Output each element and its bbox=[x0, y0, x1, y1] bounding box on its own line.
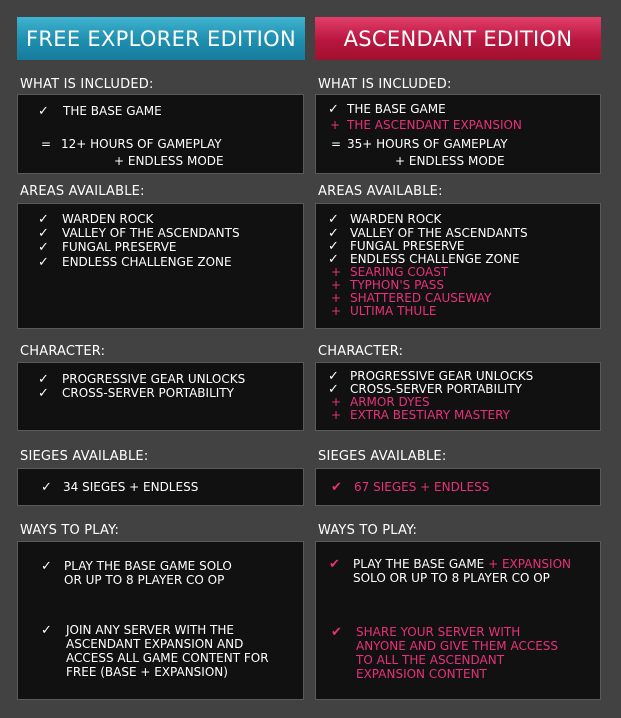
check-icon: ✓ bbox=[38, 240, 49, 255]
check-icon: ✔ bbox=[329, 557, 340, 572]
ascendant-character-title: CHARACTER: bbox=[318, 344, 404, 359]
ascendant-edition-banner: ASCENDANT EDITION bbox=[315, 17, 601, 60]
list-item: + SHATTERED CAUSEWAY bbox=[331, 291, 492, 305]
free-ways-join: ✓ JOIN ANY SERVER WITH THE bbox=[41, 623, 234, 638]
plus-icon: + bbox=[331, 408, 342, 422]
free-included-base-game: ✓ THE BASE GAME bbox=[38, 104, 162, 119]
ascendant-sieges-value: ✔ 67 SIEGES + ENDLESS bbox=[331, 480, 490, 495]
list-item: ✓ ENDLESS CHALLENGE ZONE bbox=[38, 255, 232, 270]
list-item: + SEARING COAST bbox=[331, 265, 449, 279]
free-ways-join-2: ASCENDANT EXPANSION AND bbox=[66, 637, 244, 651]
free-included-title: WHAT IS INCLUDED: bbox=[20, 77, 154, 92]
list-item: ✓ CROSS-SERVER PORTABILITY bbox=[38, 386, 234, 401]
ascendant-included-title: WHAT IS INCLUDED: bbox=[318, 77, 452, 92]
list-item: ✓ ENDLESS CHALLENGE ZONE bbox=[328, 252, 520, 267]
check-icon: ✓ bbox=[38, 226, 49, 241]
list-item: ✓ PROGRESSIVE GEAR UNLOCKS bbox=[328, 369, 534, 384]
list-item: ✓ FUNGAL PRESERVE bbox=[38, 240, 177, 255]
equals-icon: = bbox=[331, 137, 342, 151]
check-icon: ✓ bbox=[38, 212, 49, 227]
check-icon: ✓ bbox=[328, 252, 339, 267]
ascendant-sieges-title: SIEGES AVAILABLE: bbox=[318, 449, 447, 464]
check-icon: ✓ bbox=[328, 239, 339, 254]
ascendant-ways-solo: ✔ PLAY THE BASE GAME + EXPANSION bbox=[329, 557, 572, 572]
list-item: + ARMOR DYES bbox=[331, 395, 430, 409]
ascendant-ways-title: WAYS TO PLAY: bbox=[318, 523, 418, 538]
check-icon: ✓ bbox=[328, 102, 339, 117]
free-included-hours: = 12+ HOURS OF GAMEPLAY bbox=[41, 137, 222, 151]
free-sieges-title: SIEGES AVAILABLE: bbox=[20, 449, 149, 464]
free-ways-solo-2: OR UP TO 8 PLAYER CO OP bbox=[64, 573, 225, 587]
check-icon: ✓ bbox=[328, 212, 339, 227]
check-icon: ✔ bbox=[331, 480, 342, 495]
equals-icon: = bbox=[41, 137, 52, 151]
check-icon: ✓ bbox=[328, 369, 339, 384]
plus-icon: + bbox=[330, 118, 341, 132]
free-ways-title: WAYS TO PLAY: bbox=[20, 523, 120, 538]
check-icon: ✓ bbox=[41, 480, 52, 495]
ascendant-ways-share-2: ANYONE AND GIVE THEM ACCESS bbox=[356, 639, 559, 653]
list-item: ✓ FUNGAL PRESERVE bbox=[328, 239, 465, 254]
check-icon: ✓ bbox=[41, 559, 52, 574]
list-item: ✓ VALLEY OF THE ASCENDANTS bbox=[328, 226, 528, 241]
check-icon: ✓ bbox=[328, 382, 339, 397]
plus-icon: + bbox=[331, 265, 342, 279]
ascendant-ways-share-3: TO ALL THE ASCENDANT bbox=[356, 653, 505, 667]
check-icon: ✓ bbox=[41, 623, 52, 638]
plus-icon: + bbox=[331, 395, 342, 409]
free-ways-solo: ✓ PLAY THE BASE GAME SOLO bbox=[41, 559, 232, 574]
check-icon: ✓ bbox=[38, 372, 49, 387]
check-icon: ✓ bbox=[38, 104, 49, 119]
plus-icon: + bbox=[331, 291, 342, 305]
check-icon: ✓ bbox=[328, 226, 339, 241]
check-icon: ✓ bbox=[38, 386, 49, 401]
list-item: + TYPHON'S PASS bbox=[331, 278, 444, 292]
ascendant-ways-solo-2: SOLO OR UP TO 8 PLAYER CO OP bbox=[353, 571, 550, 585]
ascendant-areas-title: AREAS AVAILABLE: bbox=[318, 184, 443, 199]
check-icon: ✔ bbox=[331, 625, 342, 640]
check-icon: ✓ bbox=[38, 255, 49, 270]
plus-icon: + bbox=[331, 278, 342, 292]
free-edition-banner: FREE EXPLORER EDITION bbox=[17, 17, 305, 60]
ascendant-included-base-game: ✓ THE BASE GAME bbox=[328, 102, 446, 117]
ascendant-ways-share-4: EXPANSION CONTENT bbox=[356, 667, 487, 681]
list-item: ✓ WARDEN ROCK bbox=[38, 212, 154, 227]
list-item: + ULTIMA THULE bbox=[331, 304, 437, 318]
ascendant-ways-share: ✔ SHARE YOUR SERVER WITH bbox=[331, 625, 521, 640]
ascendant-included-hours: = 35+ HOURS OF GAMEPLAY bbox=[331, 137, 508, 151]
list-item: ✓ PROGRESSIVE GEAR UNLOCKS bbox=[38, 372, 246, 387]
free-character-title: CHARACTER: bbox=[20, 344, 106, 359]
ascendant-included-expansion: + THE ASCENDANT EXPANSION bbox=[330, 118, 522, 132]
plus-icon: + bbox=[331, 304, 342, 318]
free-ways-join-4: FREE (BASE + EXPANSION) bbox=[66, 665, 228, 679]
free-included-endless: + ENDLESS MODE bbox=[114, 154, 224, 168]
free-ways-join-3: ACCESS ALL GAME CONTENT FOR bbox=[66, 651, 269, 665]
list-item: ✓ CROSS-SERVER PORTABILITY bbox=[328, 382, 522, 397]
list-item: + EXTRA BESTIARY MASTERY bbox=[331, 408, 511, 422]
list-item: ✓ WARDEN ROCK bbox=[328, 212, 442, 227]
free-areas-title: AREAS AVAILABLE: bbox=[20, 184, 145, 199]
ascendant-included-endless: + ENDLESS MODE bbox=[395, 154, 505, 168]
list-item: ✓ VALLEY OF THE ASCENDANTS bbox=[38, 226, 240, 241]
free-sieges-value: ✓ 34 SIEGES + ENDLESS bbox=[41, 480, 199, 495]
